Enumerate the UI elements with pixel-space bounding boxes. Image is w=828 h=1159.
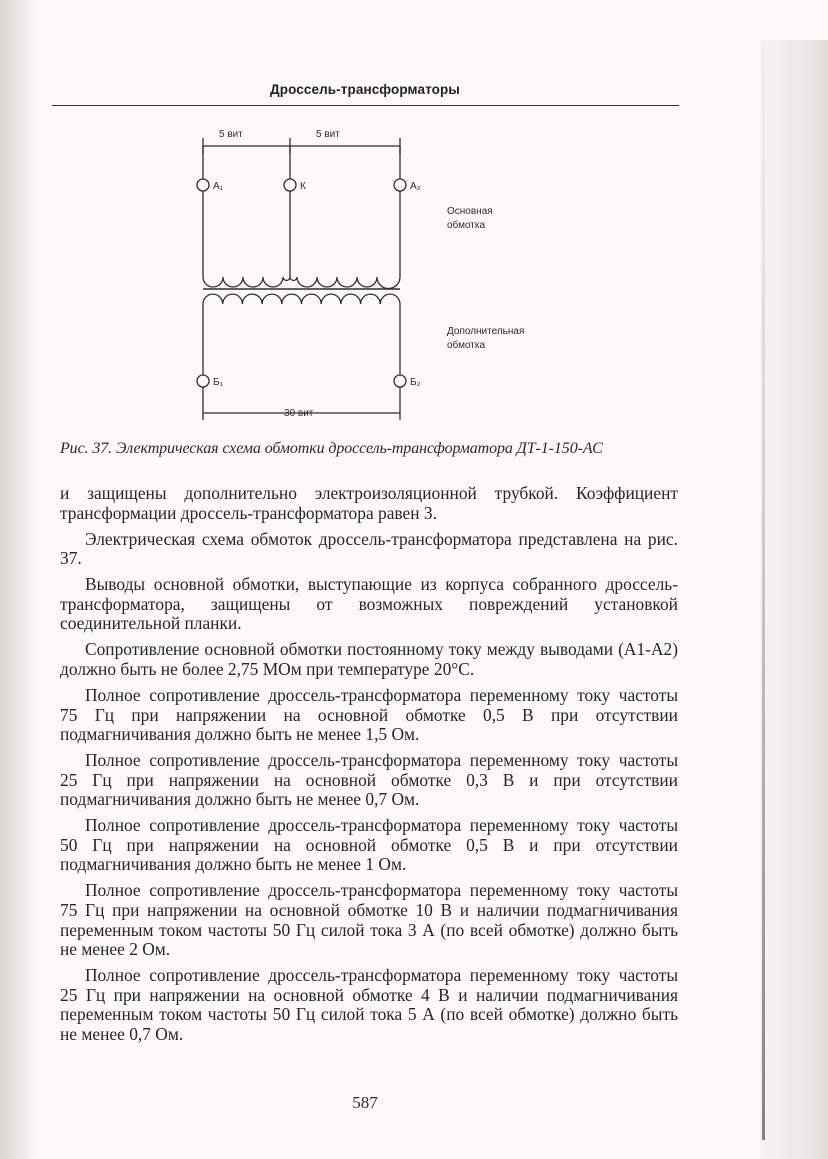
terminal-a1-label: А₁: [213, 181, 224, 192]
paragraph: Полное сопротивление дроссель-трансформатора переменному току частоты 50 Гц при напряжении на основной обмотке 0,5 В и при отсутствии подмагничивания должно быть не менее 1 Ом.: [60, 815, 678, 875]
terminal-b2-label: Б₂: [410, 377, 421, 388]
winding-diagram-svg: [190, 120, 550, 435]
paragraph: Полное сопротивление дроссель-трансформатора переменному току частоты 25 Гц при напряжении на основной обмотке 4 В и наличии подмагничивания переменным током частоты 50 Гц силой тока 5 А (по всей обмотке) должно быть не менее 0,7 Ом.: [60, 965, 678, 1044]
paragraph: Полное сопротивление дроссель-трансформатора переменному току частоты 75 Гц при напряжении на основной обмотке 10 В и наличии подмагничивания переменным током частоты 50 Гц силой тока 3 А (по всей обмотке) должно быть не менее 2 Ом.: [60, 880, 678, 960]
body-text: [60, 484, 678, 1051]
paragraph: Электрическая схема обмоток дроссель-трансформатора представлена на рис. 37.: [60, 528, 678, 569]
main-winding-label-line1: Основная: [447, 206, 493, 217]
paragraph: Сопротивление основной обмотки постоянному току между выводами (А1-А2) должно быть не более 2,75 МОм при температуре 20°С.: [60, 639, 678, 679]
terminal-a2-circle: [394, 179, 406, 191]
extra-winding-label-line1: Дополнительная: [447, 326, 525, 337]
turns-label-left: 5 вит: [219, 129, 243, 140]
main-winding-coil: [203, 277, 400, 289]
figure-caption: Рис. 37. Электрическая схема обмотки дроссель-трансформатора ДТ-1-150-АС: [60, 440, 603, 457]
terminal-b2-circle: [394, 375, 406, 387]
running-header: Дроссель-трансформаторы: [270, 82, 460, 97]
turns-label-bottom: 30 вит: [284, 408, 314, 419]
page-edge: [762, 40, 765, 1140]
terminal-b1-label: Б₁: [213, 377, 223, 388]
paragraph: Полное сопротивление дроссель-трансформатора переменному току частоты 25 Гц при напряжении на основной обмотке 0,3 В и при отсутствии подмагничивания должно быть не менее 0,7 Ом.: [60, 750, 678, 810]
terminal-k-circle: [284, 179, 296, 191]
header-rule: [52, 105, 679, 106]
scan-left-shadow: [0, 0, 38, 1159]
turns-label-right: 5 вит: [316, 129, 340, 140]
paragraph: Полное сопротивление дроссель-трансформатора переменному току частоты 75 Гц при напряжении на основной обмотке 0,5 В при отсутствии подмагничивания должно быть не менее 1,5 Ом.: [60, 684, 678, 745]
extra-winding-label-line2: обмотка: [447, 340, 486, 351]
paragraph: и защищены дополнительно электроизоляционной трубкой. Коэффициент трансформации дроссель-трансформатора равен 3.: [60, 483, 678, 523]
terminal-a2-label: А₂: [410, 181, 421, 192]
terminal-k-label: К: [300, 181, 306, 192]
page-number: 587: [352, 1093, 378, 1112]
main-winding-label-line2: обмотка: [447, 220, 486, 231]
terminal-a1-circle: [197, 179, 209, 191]
terminal-b1-circle: [197, 375, 209, 387]
paragraph: Выводы основной обмотки, выступающие из корпуса собранного дроссель-трансформатора, защищены от возможных повреждений установкой соединительной планки.: [60, 574, 678, 634]
scan-right-shadow: [760, 40, 828, 1159]
winding-diagram: [190, 120, 550, 435]
extra-winding-coil: [203, 294, 400, 304]
